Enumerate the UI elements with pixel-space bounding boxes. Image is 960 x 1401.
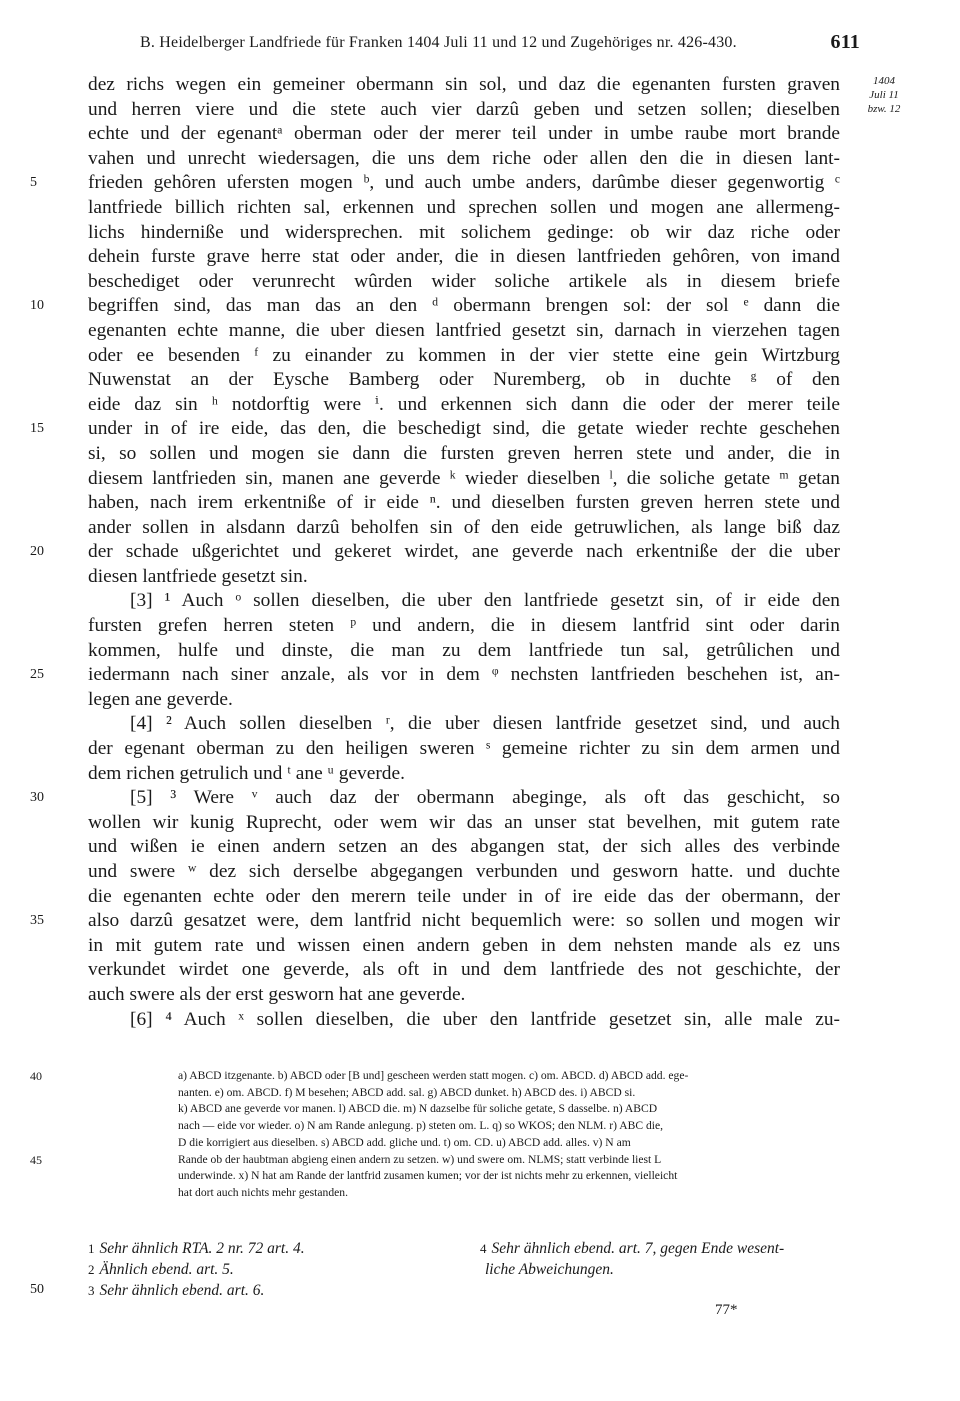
line-number: 40 (30, 1069, 42, 1083)
footnote-text: liche Abweichungen. (485, 1261, 614, 1278)
critical-apparatus (30, 1068, 840, 1202)
note-line (88, 1118, 840, 1135)
line-text: a) ABCD itzgenante. b) ABCD oder [B und] gescheen werden statt mogen. c) om. ABCD. d) ABCD add. ege- (178, 1069, 689, 1082)
text-line (88, 73, 840, 98)
line-text: [4] ² Auch sollen dieselben ʳ, die uber diesen lantfride gesetzet sind, und auch (130, 713, 840, 735)
line-text: also darzû gesatzet were, dem lantfrid nicht bequemlich were: so sollen und mogen wir (88, 910, 840, 932)
line-text: nach — eide vor wieder. o) N am Rande anlegung. p) steten om. L. q) so WKOS; den NLM. r) ABC die, (178, 1119, 664, 1133)
footnote-text: Sehr ähnlich ebend. art. 7, gegen Ende wesent- (491, 1240, 785, 1257)
line-text: k) ABCD ane geverde vor manen. l) ABCD die. m) N dazselbe für soliche getate, S dasselbe. n) ABCD (178, 1102, 658, 1116)
footnote-text: Sehr ähnlich ebend. art. 6. (99, 1282, 265, 1299)
line-number: 35 (30, 913, 44, 929)
text-line (88, 491, 840, 516)
text-line (30, 663, 840, 688)
line-text: beschediget oder verunrecht wûrden wider soliche artikele als in diesem briefe (88, 270, 840, 292)
text-line (30, 294, 840, 319)
line-text: diesen lantfriede gesetzt sin. (88, 565, 308, 587)
note-line (88, 1168, 840, 1185)
note-line (88, 1135, 840, 1152)
line-text: der schade ußgerichtet und gekeret wirdet, ane geverde nach erkentniße der die uber (88, 541, 840, 563)
text-line (30, 540, 840, 565)
running-title: B. Heidelberger Landfriede für Franken 1404 Juli 11 und 12 und Zugehöriges nr. 426-430. (140, 34, 737, 51)
line-text: Rande ob der haubtman abgieng einen andern zu setzen. w) und swere om. NLMS; statt verbinde liest L (178, 1152, 662, 1166)
line-text: iedermann nach siner anzale, als vor in dem ᵠ nechsten lantfrieden beschehen ist, an- (88, 664, 840, 686)
line-text: nanten. e) om. ABCD. f) M besehen; ABCD add. sal. g) ABCD dunket. h) ABCD des. i) ABCD si. (178, 1085, 636, 1099)
text-line (30, 171, 840, 196)
line-text: fursten grefen herren steten ᵖ und andern, die in diesem lantfrid sint oder darin (88, 615, 840, 637)
footnotes-left-column (88, 1238, 458, 1301)
note-line (30, 1152, 840, 1169)
text-line (30, 909, 840, 934)
line-text: egenanten echte manne, die uber diesen lantfried gesetzt sin, darnach in vierzehen tagen (88, 319, 840, 341)
text-line (88, 614, 840, 639)
line-text: [6] ⁴ Auch ˣ sollen dieselben, die uber den lantfride gesetzet sin, alle male zu- (130, 1008, 840, 1030)
line-text: dez richs wegen ein gemeiner obermann sin sol, und daz die egenanten fursten graven (88, 74, 840, 95)
line-number: 30 (30, 790, 44, 806)
text-line (88, 958, 840, 983)
line-number: 45 (30, 1152, 42, 1167)
line-text: lantfriede billich richten sal, erkennen und sprechen sollen und mogen ane allermeng- (88, 196, 840, 218)
running-header (140, 31, 860, 53)
text-line (88, 147, 840, 172)
line-number: 5 (30, 175, 37, 191)
text-line (88, 835, 840, 860)
footnotes-right-column (480, 1238, 850, 1280)
text-line (88, 393, 840, 418)
line-text: der egenant oberman zu den heiligen sweren ˢ gemeine richter zu sin dem armen und (88, 738, 840, 760)
footnote (88, 1259, 458, 1280)
text-line (88, 368, 840, 393)
line-text: under in of ire eide, das den, die beschedigt sind, die getate wieder rechte geschehen (88, 418, 840, 440)
page-number: 611 (830, 31, 860, 53)
line-text: oder ee besenden ᶠ zu einander zu kommen in der vier stette eine gein Wirtzburg (88, 344, 840, 366)
line-text: D die korrigiert aus dieselben. s) ABCD add. gliche und. t) om. CD. u) ABCD add. alles. v) N am (178, 1135, 631, 1149)
text-line (88, 516, 840, 541)
note-line (88, 1085, 840, 1102)
line-text: underwinde. x) N hat am Rande der lantfrid zusamen kumen; vor der ist nichts mehr zu erkennen, vielleicht (178, 1169, 678, 1183)
note-line (88, 1101, 840, 1118)
text-line (88, 688, 840, 713)
line-text: legen ane geverde. (88, 688, 233, 710)
text-line (88, 270, 840, 295)
text-line (88, 712, 840, 737)
margin-date-year: 1404 (873, 75, 895, 87)
line-text: Nuwenstat an der Eysche Bamberg oder Nuremberg, ob in duchte ᵍ of den (88, 369, 840, 391)
margin-date (844, 74, 924, 116)
line-number: 20 (30, 544, 44, 560)
line-text: [5] ³ Were ᵛ auch daz der obermann abeginge, als oft das geschicht, so (130, 787, 840, 809)
margin-date-day: Juli 11 (869, 89, 899, 101)
text-line (88, 811, 840, 836)
line-text: und herren viere und die stete auch vier darzû geben und setzen sollen; dieselben (88, 98, 840, 120)
line-text: frieden gehôren ufersten mogen ᵇ, und auch umbe anders, darûmbe dieser gegenwortig ᶜ (88, 172, 840, 194)
footnote (88, 1280, 458, 1301)
line-text: auch swere als der erst gesworn hat ane geverde. (88, 983, 466, 1005)
text-line (88, 934, 840, 959)
line-text: und wißen ie einen andern setzen an des abgangen stat, der sich alles des verbinde (88, 836, 840, 858)
text-line (30, 786, 840, 811)
line-text: kommen, hulfe und dinste, die man zu dem lantfriede tun sal, getrûlichen und (88, 639, 840, 661)
text-line (88, 639, 840, 664)
note-line (30, 1068, 840, 1085)
line-text: haben, nach irem erkentniße of ir eide ⁿ. und dieselben fursten greven herren stete und (88, 492, 840, 514)
footnote-number: 1 (88, 1241, 95, 1256)
line-text: [3] ¹ Auch ᵒ sollen dieselben, die uber den lantfriede gesetzt sin, of ir eide den (130, 590, 840, 612)
line-text: hat dort auch nichts mehr gestanden. (178, 1185, 348, 1199)
footnote (480, 1238, 850, 1259)
text-line (88, 196, 840, 221)
footnote-text: Ähnlich ebend. art. 5. (99, 1261, 234, 1278)
footnote-number: 2 (88, 1262, 95, 1277)
text-line (88, 98, 840, 123)
line-text: ander sollen in alsdann darzû beholfen sin of den eide getruwlichen, als lange biß daz (88, 516, 840, 538)
text-line (88, 122, 840, 147)
text-line (88, 221, 840, 246)
text-line (88, 467, 840, 492)
text-line (30, 417, 840, 442)
text-line (88, 1008, 840, 1033)
line-text: dem richen getrulich und ᵗ ane ᵘ geverde. (88, 762, 405, 784)
text-line (88, 860, 840, 885)
line-text: si, so sollen und mogen sie dann die fursten greven herren stete und ander, die in (88, 442, 840, 464)
text-line (88, 885, 840, 910)
line-text: diesem lantfrieden sin, manen ane geverde ᵏ wieder dieselben ˡ, die soliche getate ᵐ getan (88, 467, 840, 489)
text-line (88, 442, 840, 467)
line-text: vahen und unrecht wiedersagen, die uns dem riche oder allen den die in diesen lant- (88, 147, 840, 169)
line-text: verkundet wirdet one geverde, als oft in und dem lantfriede des not geschichte, der (88, 959, 840, 981)
line-text: die egenanten echte oder den merern teile under in of ire eide das der obermann, der (88, 885, 840, 907)
footnote-line-number: 50 (30, 1282, 44, 1297)
text-line (88, 762, 840, 787)
line-text: begriffen sind, das man das an den ᵈ obermann brengen sol: der sol ᵉ dann die (88, 295, 840, 317)
line-text: dehein furste grave herre stat oder ander, die in diesen lantfrieden gehôren, von imand (88, 246, 840, 268)
line-text: eide daz sin ʰ notdorftig were ⁱ. und erkennen sich dann die oder der merer teile (88, 393, 840, 415)
text-line (88, 245, 840, 270)
footnote (480, 1259, 850, 1280)
text-line (88, 589, 840, 614)
signature-mark: 77* (715, 1302, 738, 1318)
text-line (88, 565, 840, 590)
footnote-number: 3 (88, 1283, 95, 1298)
line-number: 10 (30, 298, 44, 314)
line-number: 15 (30, 421, 44, 437)
footnote-number: 4 (480, 1241, 487, 1256)
text-line (88, 983, 840, 1008)
footnote-text: Sehr ähnlich RTA. 2 nr. 72 art. 4. (99, 1240, 305, 1257)
text-line (88, 319, 840, 344)
margin-date-alt: bzw. 12 (867, 103, 901, 115)
line-number: 25 (30, 667, 44, 683)
main-text-block (30, 73, 840, 1032)
line-text: und swere ʷ dez sich derselbe abgegangen verbunden und gesworn hatte. und duchte (88, 861, 840, 882)
text-line (88, 344, 840, 369)
line-text: lichs hinderniße und widersprechen. mit solichem gedinge: ob wir daz riche oder (88, 221, 840, 243)
text-line (88, 737, 840, 762)
note-line (88, 1185, 840, 1202)
footnote (88, 1238, 458, 1259)
line-text: wollen wir kunig Ruprecht, oder wem wir das an unser stat bevelhen, mit gutem rate (88, 811, 840, 833)
line-text: echte und der egenantᵃ oberman oder der merer teil under in umbe raube mort brande (88, 123, 840, 145)
line-text: in mit gutem rate und wissen einen andern geben in dem nehsten mande als ez uns (88, 934, 840, 956)
